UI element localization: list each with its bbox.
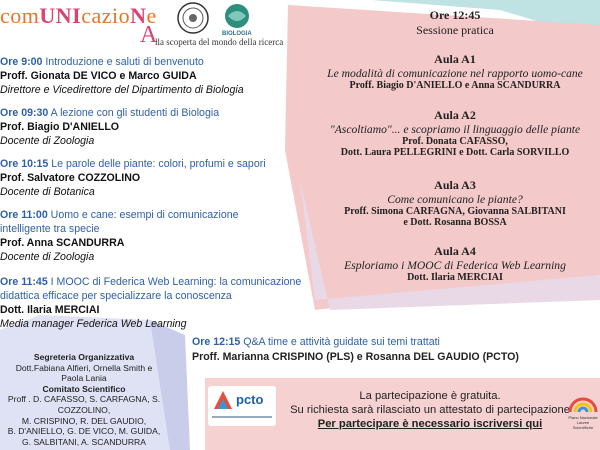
aula-title: Come comunicano le piante? bbox=[387, 193, 523, 206]
committee-line: G. SALBITANI, A. SCANDURRA bbox=[21, 436, 146, 447]
university-seal-icon bbox=[176, 1, 210, 35]
program-speaker: Prof. Biagio D'ANIELLO bbox=[0, 121, 120, 133]
committee-line: Proff . D. CAFASSO, S. CARFAGNA, S. bbox=[7, 394, 161, 405]
program-role: Direttore e Vicedirettore del Dipartimento di Biologia bbox=[0, 84, 244, 96]
program-title: Uomo e cane: esempi di comunicazione bbox=[47, 209, 239, 221]
program-title: Introduzione e saluti di benvenuto bbox=[42, 56, 204, 68]
aula-people: Dott. Laura PELLEGRINI e Dott. Carla SORVILLO bbox=[340, 147, 570, 158]
session-title: Sessione pratica bbox=[416, 23, 494, 37]
committee-block bbox=[0, 352, 168, 447]
program-time: Ore 11:00 bbox=[0, 209, 48, 221]
program-role: Docente di Zoologia bbox=[0, 135, 95, 147]
committee-line: M. CRISPINO, R. DEL GAUDIO, bbox=[21, 415, 147, 426]
program-speaker: Prof. Salvatore COZZOLINO bbox=[0, 172, 141, 184]
program-item-2 bbox=[0, 106, 300, 148]
aula-a2 bbox=[320, 108, 590, 158]
program-role: Docente di Zoologia bbox=[0, 251, 95, 263]
footer-free-line: La partecipazione è gratuita. bbox=[359, 390, 501, 402]
secretariat-line: Dott.Fabiana Alfieri, Ornella Smith e bbox=[15, 362, 153, 373]
program-title-cont: intelligente tra specie bbox=[0, 223, 100, 235]
program-time: Ore 9:00 bbox=[0, 56, 43, 68]
secretariat-title: Segreteria Organizzativa bbox=[33, 352, 135, 362]
qa-speakers: Proff. Marianna CRISPINO (PLS) e Rosanna DEL GAUDIO (PCTO) bbox=[192, 351, 519, 363]
logo-a-letter: A bbox=[140, 22, 158, 48]
program-title: I MOOC di Federica Web Learning: la comunicazione bbox=[47, 276, 302, 288]
aula-people: e Dott. Rosanna BOSSA bbox=[403, 217, 507, 228]
aula-a4 bbox=[320, 244, 590, 283]
program-speaker: Prof. Anna SCANDURRA bbox=[0, 237, 125, 249]
aula-people: Prof. Donata CAFASSO, bbox=[402, 136, 508, 147]
program-item-4 bbox=[0, 208, 300, 264]
program-speaker: Dott. Ilaria MERCIAI bbox=[0, 304, 100, 316]
aula-title: Le modalità di comunicazione nel rapporto uomo-cane bbox=[327, 67, 583, 80]
pls-caption: Piano Nazionale Lauree Scientifiche bbox=[568, 415, 598, 430]
aula-name: Aula A1 bbox=[434, 52, 476, 66]
footer-certificate-line: Su richiesta sarà rilasciato un attestato di partecipazione bbox=[290, 404, 570, 416]
program-item-1 bbox=[0, 55, 300, 97]
logo-subtitle: lla scoperta del mondo della ricerca bbox=[155, 37, 284, 47]
program-speaker: Proff. Gionata DE VICO e Marco GUIDA bbox=[0, 70, 197, 82]
aula-title: Esploriamo i MOOC di Federica Web Learning bbox=[344, 259, 566, 272]
aula-name: Aula A2 bbox=[434, 108, 476, 122]
pcto-logo-icon bbox=[212, 389, 234, 411]
scientific-committee-title: Comitato Scientifico bbox=[42, 383, 126, 394]
program-time: Ore 10:15 bbox=[0, 158, 49, 170]
program-time: Ore 09:30 bbox=[0, 107, 49, 119]
header-logo bbox=[0, 0, 300, 50]
aula-name: Aula A3 bbox=[434, 178, 476, 192]
committee-line: B. D'ANIELLO, G. DE VICO, M. GUIDA, bbox=[7, 426, 161, 437]
footer-text bbox=[280, 389, 580, 431]
aula-people: Dott. Ilaria MERCIAI bbox=[407, 272, 503, 283]
pls-logo bbox=[566, 392, 600, 432]
program-item-5 bbox=[0, 275, 300, 331]
pcto-label: pcto bbox=[236, 392, 264, 407]
program-title: A lezione con gli studenti di Biologia bbox=[48, 107, 220, 119]
pcto-caption-line bbox=[212, 416, 272, 418]
logo-wordmark: comUNIcazioNe bbox=[0, 3, 157, 28]
pcto-logo bbox=[208, 386, 276, 426]
session-time: Ore 12:45 bbox=[429, 8, 481, 22]
registration-link[interactable]: Per partecipare è necessario iscriversi qui bbox=[317, 418, 543, 430]
biologia-label: BIOLOGIA bbox=[222, 31, 252, 37]
aula-name: Aula A4 bbox=[434, 244, 476, 258]
program-role: Docente di Botanica bbox=[0, 186, 95, 198]
program-title: Le parole delle piante: colori, profumi e sapori bbox=[48, 158, 266, 170]
aula-people: Proff. Biagio D'ANIELLO e Anna SCANDURRA bbox=[349, 80, 561, 91]
qa-item bbox=[192, 336, 519, 363]
aula-title: "Ascoltiamo"... e scopriamo il linguaggio delle piante bbox=[329, 123, 581, 136]
program-title-cont: didattica efficace per specializzare la conoscenza bbox=[0, 290, 232, 302]
program-item-3 bbox=[0, 157, 300, 199]
program-time: Ore 11:45 bbox=[0, 276, 48, 288]
aula-a1 bbox=[320, 52, 590, 91]
aula-a3 bbox=[320, 178, 590, 228]
program-role: Media manager Federica Web Learning bbox=[0, 318, 187, 330]
secretariat-line: Paola Lania bbox=[61, 373, 107, 384]
qa-title: Q&A time e attività guidate sui temi trattati bbox=[240, 336, 440, 348]
aula-people: Proff. Simona CARFAGNA, Giovanna SALBITANI bbox=[344, 206, 566, 217]
qa-time: Ore 12:15 bbox=[192, 336, 241, 348]
pls-logo-icon bbox=[568, 392, 598, 414]
biologia-logo-icon bbox=[222, 2, 252, 32]
committee-line: COZZOLINO, bbox=[57, 404, 111, 415]
